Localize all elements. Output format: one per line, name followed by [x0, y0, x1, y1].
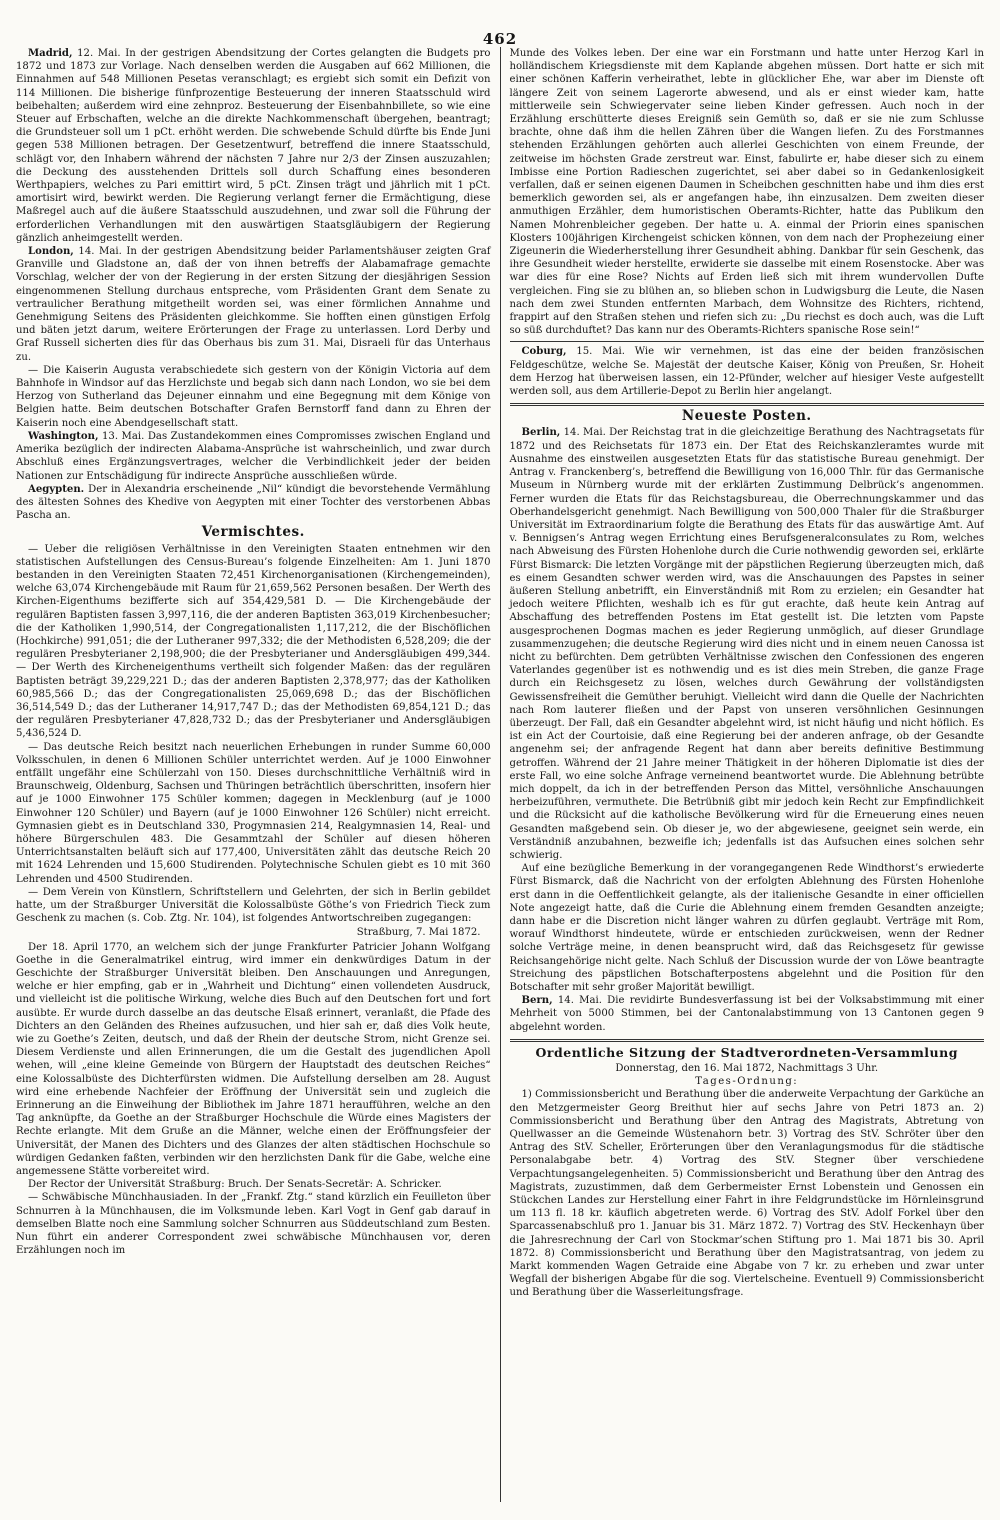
article-berlin-text: 14. Mai. Der Reichstag trat in die gleichzeitige Berathung des Nachtragsetats für 1872 und des Reichsetats für 1873 ein. Der Etat des Reichskanzleramtes wurde mit Ausnahme des einstweilen ausgesetzten Etats für das statistische Bureau genehmigt. Der Antrag v. Franckenberg’s, betreffend die Bewilligung von 16,000 Thlr. für das Germanische Museum in Nürnberg wurde mit der erklärten Zustimmung Delbrück’s angenommen. Ferner wurden die Etats für das Reichstagsbureau, die Oberrechnungskammer und das Oberhandelsgericht genehmigt. Nach Bewilligung von 500,000 Thaler für die Straßburger Universität im Extraordinarium folgte die Berathung des Etats für das auswärtige Amt. Auf v. Bennigsen’s Antrag wegen Errichtung eines Berufsgeneralconsulates zu Rom, welches nach Abweisung des Fürsten Hohenlohe durch die Curie nothwendig geworden sei, erklärte Fürst Bismarck: Die letzten Vorgänge mit der päpstlichen Regierung überzeugten mich, daß es einem Gesandten schwer werden wird, was die Anschauungen des Papstes in seiner äußeren Stellung anbetrifft, ein Einverständniß mit Rom zu erzielen; ein Gesandter hat jedoch weitere Pflichten, weshalb ich es für gut erachte, daß heute kein Antrag auf Abschaffung des betreffenden Postens im Etat gestellt ist. Die letzten vom Papste ausgesprochenen Dogmas machen es jeder Regierung unmöglich, auf dieser Grundlage zusammenzugehen; die deutsche Regierung wird dies nicht und in einem neuen Canossa ist nicht zu befürchten. Dem getrübten Verhältnisse zwischen den Confessionen des engeren Vaterlandes gegenüber ist es nothwendig und es ist dies mein Streben, die ganze Frage durch ein Reichsgesetz zu lösen, welches durch Gewährung der vollständigsten Gewissensfreiheit die Gemüther beruhigt. Vielleicht wird dann die Quelle der Nachrichten nach Rom lauterer fließen und der Papst von unseren versöhnlichen Gesinnungen überzeugt. Der Fall, daß ein Gesandter abgelehnt wird, ist nicht häufig und nicht höflich. Es ist ein Act der Courtoisie, daß eine Regierung bei der anderen anfrage, ob der Gesandte angenehm sei; der anfragende Regent hat dann aber bereits definitive Bestimmung getroffen. Während der 21 Jahre meiner Thätigkeit in der höheren Diplomatie ist dies der erste Fall, wo eine solche Anfrage verneinend beantwortet wurde. Die Ablehnung betrübte mich doppelt, da ich in der betreffenden Person das Mittel, versöhnliche Anschauungen herbeizuführen, vermuthete. Die Betrübniß gibt mir jedoch kein Recht zur Empfindlichkeit und die Rücksicht auf die katholische Bevölkerung wird für die Erneuerung eines neuen Gesandten maßgebend sein. Ob dieser je, wo der abgewiesene, geeignet sein werde, ein Verständniß anzubahnen, bezweifle ich; jedenfalls ist das Aufsuchen eines solchen sehr schwierig.	[509, 427, 984, 861]
article-volksschulen: — Das deutsche Reich besitzt nach neuerlichen Erhebungen in runder Summe 60,000 Volksschulen, in denen 6 Millionen Schüler unterrichtet werden. Auf je 1000 Einwohner entfällt ungefähr eine Schülerzahl von 150. Dieses durchschnittliche Verhältniß wird in Braunschweig, Oldenburg, Sachsen und Thüringen beträchtlich überschritten, insofern hier auf je 1000 Einwohner 175 Schüler kommen; dagegen in Mecklenburg (auf je 1000 Einwohner 120 Schüler) und Bayern (auf je 1000 Einwohner 126 Schüler) nicht erreicht. Gymnasien giebt es in Deutschland 330, Progymnasien 214, Realgymnasien 14, Real- und höhere Bürgerschulen 483. Die Gesammtzahl der Schüler auf diesen höheren Unterrichtsanstalten beläuft sich auf 177,400, Universitäten zählt das deutsche Reich 20 mit 1624 Lehrenden und 15,600 Studirenden. Polytechnische Schulen giebt es 10 mit 360 Lehrenden und 4500 Studirenden.	[16, 741, 491, 885]
sitzung-date: Donnerstag, den 16. Mai 1872, Nachmittags 3 Uhr.	[615, 1063, 879, 1075]
right-column	[501, 47, 985, 1502]
section-title-stadtverordneten: Ordentliche Sitzung der Stadtverordneten-Versammlung	[535, 1044, 958, 1060]
article-muenchhausiaden-continued: Munde des Volkes leben. Der eine war ein Forstmann und hatte unter Herzog Karl in holländischem Kriegsdienste mit dem Kaplande abgehen müssen. Dort hatte er sich mit einer schönen Kafferin verheirathet, lebte in glücklicher Ehe, war aber im Dienste oft längere Zeit von seinem Lagerorte abwesend, und als er einst wieder kam, hatte mittlerweile sein Schwiegervater seine lieben Kinder gefressen. Auch noch in der Erzählung erschütterte dieses Ereigniß sein Gemüth so, daß er sie nie zum Schlusse brachte, ohne daß ihm die hellen Zähren über die Wangen liefen. Zu des Forstmannes stehenden Erzählungen gehörten auch allerlei Geschichten von einem Freunde, der zeitweise im höchsten Grade zerstreut war. Einst, fabulirte er, habe dieser sich zu einem Imbisse eine Portion Radieschen zugerichtet, sei aber dabei so in Gedankenlosigkeit verfallen, daß er seinen eigenen Daumen in Scheibchen geschnitten habe und ihm dies erst bemerklich geworden sei, als er angefangen habe, ihn einzusalzen. Dem zweiten dieser anmuthigen Erzähler, dem humoristischen Oberamts-Richter, hatte das Publikum den Namen Mohrenbleicher gegeben. Der hatte u. A. einmal der Priorin eines spanischen Klosters 100jährigen Kirchengeist schicken können, von dem nach der Prophezeiung einer Zigeunerin die Wiederherstellung ihrer Gesundheit abhing. Dankbar für sein Geschenk, das ihre Gesundheit wieder herstellte, erwiderte sie dasselbe mit einem Rosenstocke. Aber was war dies für eine Rose? Nichts auf Erden ließ sich mit ihrem wundervollen Dufte vergleichen. Fing sie zu blühen an, so blieben schon in Ludwigsburg die Leute, die Nasen nach dem zwei Stunden entfernten Marbach, dem Wohnsitze des Richters, richtend, frappirt auf den Straßen stehen und riefen sich zu: „Du riechst es doch auch, was die Luft so süß durchduftet? Das kann nur des Oberamts-Richters spanische Rose sein!“	[509, 48, 984, 337]
dateline-coburg: Coburg,	[521, 346, 567, 358]
article-coburg	[510, 345, 985, 398]
article-london-text: 14. Mai. In der gestrigen Abendsitzung beider Parlamentshäuser zeigten Graf Granville und Gladstone an, daß der von ihnen betreffs der Alabamafrage gemachte Vorschlag, welcher der von der Regierung in der ersten Sitzung der diesjährigen Session eingenommenen Stellung durchaus entspreche, vom Präsidenten Grant dem Senate zu vertraulicher Berathung mitgetheilt worden sei, was einer förmlichen Annahme und Genehmigung Seitens des Präsidenten gleichkomme. Sie hofften einen günstigen Erfolg und bäten jetzt darum, weitere Erörterungen der Frage zu unterlassen. Lord Derby und Graf Russell sicherten dies für das Oberhaus bis zum 31. Mai, Disraeli für das Unterhaus zu.	[16, 246, 491, 363]
divider	[510, 341, 985, 342]
article-aegypten-text: Der in Alexandria erscheinende „Nil“ kündigt die bevorstehende Vermählung des ältesten Sohnes des Khedive von Aegypten mit einer Tochter des verstorbenen Abbas Pascha an.	[16, 483, 491, 522]
article-religion-usa: — Ueber die religiösen Verhältnisse in den Vereinigten Staaten entnehmen wir den statistischen Aufstellungen des Census-Bureau’s folgende Einzelheiten: Am 1. Juni 1870 bestanden in den Vereinigten Staaten 72,451 Kirchenorganisationen (Kirchengemeinden), welche 63,074 Kirchengebäude mit Raum für 21,659,562 Personen besaßen. Der Werth des Kirchen-Eigenthums bezifferte sich auf 354,429,581 D. — Die Kirchengebäude der regulären Baptisten fassen 3,997,116, die der anderen Baptisten 363,019 Kirchenbesucher; die der Katholiken 1,990,514, der Congregationalisten 1,117,212, die der Bischöflichen (Hochkirche) 991,051; die der Lutheraner 997,332; die der Methodisten 6,528,209; die der regulären Presbyterianer 2,198,900; die der Presbyterianer und Andersgläubigen 499,344. — Der Werth des Kircheneigenthums vertheilt sich folgender Maßen: das der regulären Baptisten beträgt 39,229,221 D.; das der anderen Baptisten 2,378,977; das der Katholiken 60,985,566 D.; das der Congregationalisten 25,069,698 D.; das der Bischöflichen 36,514,549 D.; das der Lutheraner 14,917,747 D.; das der Methodisten 69,854,121 D.; das der regulären Presbyterianer 47,828,732 D.; das der Presbyterianer und Andersgläubigen 5,436,524 D.	[16, 543, 491, 740]
dateline-london: London,	[28, 246, 74, 258]
page-number: 462	[482, 30, 518, 48]
dateline-berlin: Berlin,	[521, 427, 561, 439]
letter-place-date: Straßburg, 7. Mai 1872.	[356, 927, 481, 939]
article-berlin-continued: Auf eine bezügliche Bemerkung in der vorangegangenen Rede Windthorst’s erwiederte Fürst Bismarck, daß die Nachricht von der erfolgten Ablehnung des Fürsten Hohenlohe erst dann in die Oeffentlichkeit gelangte, als der italienische Gesandte in einer officiellen Note angezeigt hatte, daß die Curie die Ablehnung einem fremden Gesandten anzeigte; dann habe er die Discretion nicht länger wahren zu dürfen geglaubt. Verträge mit Rom, worauf Windthorst hindeutete, würde er entschieden zurückweisen, wenn der Redner solche Verträge meine, in denen beansprucht wird, daß das Reichsgesetz für gewisse Reichsangehörige nicht gelte. Nach Schluß der Discussion wurde der von Löwe beantragte Streichung des päpstlichen Botschafterpostens abgelehnt und die Position für den Botschafter mit sehr großer Majorität bewilligt.	[509, 863, 984, 994]
dateline-washington: Washington,	[28, 430, 99, 442]
letter-body: Der 18. April 1770, an welchem sich der junge Frankfurter Patricier Johann Wolfgang Goethe in die Generalmatrikel eintrug, wird immer ein denkwürdiges Datum in der Geschichte der Straßburger Universität bleiben. Den Anschauungen und Anregungen, welche er hier empfing, gab er in „Wahrheit und Dichtung“ einen vollendeten Ausdruck, und vielleicht ist die politische Wirkung, welche dies Buch auf den Deutschen fort und fort ausübte. Er wurde durch dasselbe an das deutsche Elsaß erinnert, veranlaßt, die Pfade des Dichters an den Geländen des Rheines aufzusuchen, und hier sah er, daß dies Volk heute, wie zu Goethe’s Zeiten, deutsch, und daß der Rhein der deutsche Strom, nicht Grenze sei. Diesem Verdienste und allen Erinnerungen, die um die Gestalt des jugendlichen Apoll wehen, will „eine kleine Gemeinde von Bürgern der Hauptstadt des deutschen Reiches“ eine Kolossalbüste des Dichterfürsten widmen. Die Aufstellung derselben am 28. August wird eine erhebende Nachfeier der Eröffnung der Universität sein und zugleich die Erinnerung an die Einweihung der Bibliothek im Jahre 1871 heraufführen, welche an den Tag anknüpfte, da Goethe an der Straßburger Hochschule die Würde eines Magisters der Rechte erlangte. Mit dem Gruße an die Männer, welche einen der Eröffnungsfeier der Universität, der Manen des Dichters und des Glanzes der alten städtischen Hochschule so würdigen Gedanken faßten, verbinden wir den herzlichsten Dank für die Gabe, welche eine angemessene Stätte vorbereitet wird.	[16, 941, 491, 1178]
tagesordnung-items: 1) Commissionsbericht und Berathung über die anderweite Verpachtung der Garküche an den Metzgermeister Georg Breithut hier auf sechs Jahre von Petri 1873 an. 2) Commissionsbericht und Berathung über den Antrag des Magistrats, Abtretung von Quellwasser an die Gemeinde Wüstenahorn betr. 3) Vortrag des StV. Schröter über den Antrag des StV. Scheller, Erörterungen über den Veranlagungsmodus für die städtische Personalabgabe betr. 4) Vortrag des StV. Stegner über verschiedene Verpachtungsangelegenheiten. 5) Commissionsbericht und Berathung über den Antrag des Magistrats, zuzustimmen, daß dem Gerbermeister Ernst Lobenstein und Genossen ein Stückchen Landes zur Herstellung einer Fahrt in ihre Feldgrundstücke im Hörnleinsgrund um 113 fl. 18 kr. käuflich abgetreten werde. 6) Vortrag des StV. Adolf Forkel über den Sparcassenabschluß pro 1. Januar bis 31. März 1872. 7) Vortrag des StV. Heckenhayn über die Jahresrechnung der Carl von Stockmar’schen Stiftung pro 1. Mai 1871 bis 30. April 1872. 8) Commissionsbericht und Berathung über den Magistratsantrag, von jedem zu Markt kommenden Wagen Getraide eine Abgabe von 7 kr. zu erheben und zwar unter Wegfall der bisherigen Abgabe für die sog. Viertelscheine. Eventuell 9) Commissionsbericht und Berathung über die Wasserleitungsfrage.	[509, 1089, 984, 1299]
columns	[16, 47, 984, 1502]
article-coburg-text: 15. Mai. Wie wir vernehmen, ist das eine der beiden französischen Feldgeschütze, welche Se. Majestät der deutsche Kaiser, König von Preußen, Sr. Hoheit dem Herzog hat überweisen lassen, ein 12-Pfünder, welcher auf hiesiger Veste aufgestellt werden soll, aus dem Artillerie-Depot zu Berlin hier angelangt.	[509, 346, 984, 398]
article-goethe-intro: — Dem Verein von Künstlern, Schriftstellern und Gelehrten, der sich in Berlin gebildet hatte, um der Straßburger Universität die Kolossalbüste Göthe’s von Friedrich Tieck zum Geschenk zu machen (s. Cob. Ztg. Nr. 104), ist folgendes Antwortschreiben zugegangen:	[16, 886, 491, 925]
article-berlin	[510, 426, 985, 862]
letter-signature: Der Rector der Universität Straßburg: Bruch. Der Senats-Secretär: A. Schricker.	[28, 1179, 442, 1191]
article-london	[16, 245, 491, 364]
article-london-kaiserin: — Die Kaiserin Augusta verabschiedete sich gestern von der Königin Victoria auf dem Bahnhofe in Windsor auf das Herzlichste und begab sich dann nach London, wo sie bei dem Herzog von Sutherland das Dejeuner einnahm und eine Begegnung mit dem Könige von Belgien hatte. Beim deutschen Botschafter Grafen Bernstorff fand dann zu Ehren der Kaiserin noch eine Abendgesellschaft statt.	[16, 364, 491, 429]
article-muenchhausiaden: — Schwäbische Münchhausiaden. In der „Frankf. Ztg.“ stand kürzlich ein Feuilleton über Schnurren à la Münchhausen, die im Volksmunde leben. Karl Vogt in Genf gab darauf in demselben Blatte noch eine Sammlung solcher Schnurren aus Süddeutschland zum Besten. Nun führt ein anderer Correspondent zwei schwäbische Münchhausen vor, deren Erzählungen noch im	[16, 1192, 491, 1257]
article-bern	[510, 994, 985, 1034]
dateline-aegypten: Aegypten.	[28, 483, 85, 495]
article-washington-text: 13. Mai. Das Zustandekommen eines Compromisses zwischen England und Amerika bezüglich der indirecten Alabama-Ansprüche ist wahrscheinlich, und zwar durch Abschluß eines Ergänzungsvertrages, welcher die Verbindlichkeit jeder der beiden Nationen zur Entschädigung für indirecte Ansprüche ausschließen würde.	[16, 430, 491, 482]
section-title-neueste-posten: Neueste Posten.	[681, 408, 812, 425]
article-madrid-text: 12. Mai. In der gestrigen Abendsitzung der Cortes gelangten die Budgets pro 1872 und 1873 zur Vorlage. Nach denselben werden die Ausgaben auf 662 Millionen, die Einnahmen auf 548 Millionen Pesetas veranschlagt; es ergiebt sich somit ein Defizit von 114 Millionen. Die bisherige fünfprozentige Besteuerung der inneren Staatsschuld wird beibehalten; außerdem wird eine zehnproz. Besteuerung der Eisenbahnbillete, so wie eine Steuer auf Erbschaften, welche an die direkte Nachkommenschaft übergehen, beantragt; die Grundsteuer soll um 1 pCt. erhöht werden. Die schwebende Schuld dürfte bis Ende Juni gegen 538 Millionen betragen. Der Gesetzentwurf, betreffend die innere Staatsschuld, schlägt vor, den Inhabern während der nächsten 7 Jahre nur 2/3 der Zinsen auszuzahlen; die Deckung des ausstehenden Drittels soll durch Schaffung eines besonderen Werthpapiers, welches zu Pari emittirt wird, 5 pCt. Zinsen trägt und jährlich mit 1 pCt. amortisirt wird, bewirkt werden. Die Regierung verlangt ferner die Ermächtigung, diese Maßregel auch auf die äußere Staatsschuld auszudehnen, und zwar soll die Führung der erforderlichen Verhandlungen mit den auswärtigen Staatsgläubigern der Regierung gänzlich anheimgestellt werden.	[16, 48, 491, 244]
divider-double	[510, 403, 985, 406]
left-column	[16, 47, 501, 1502]
article-aegypten	[16, 483, 491, 523]
section-title-vermischtes: Vermischtes.	[201, 524, 305, 541]
dateline-madrid: Madrid,	[28, 48, 73, 59]
article-bern-text: 14. Mai. Die revidirte Bundesverfassung ist bei der Volksabstimmung mit einer Mehrheit von 5000 Stimmen, bei der Cantonalabstimmung von 13 Cantonen gegen 9 abgelehnt worden.	[509, 995, 984, 1033]
article-madrid	[16, 47, 491, 245]
divider-double-2	[510, 1039, 985, 1042]
dateline-bern: Bern,	[521, 995, 553, 1007]
article-washington	[16, 430, 491, 483]
tagesordnung-heading: Tages-Ordnung:	[695, 1076, 799, 1088]
